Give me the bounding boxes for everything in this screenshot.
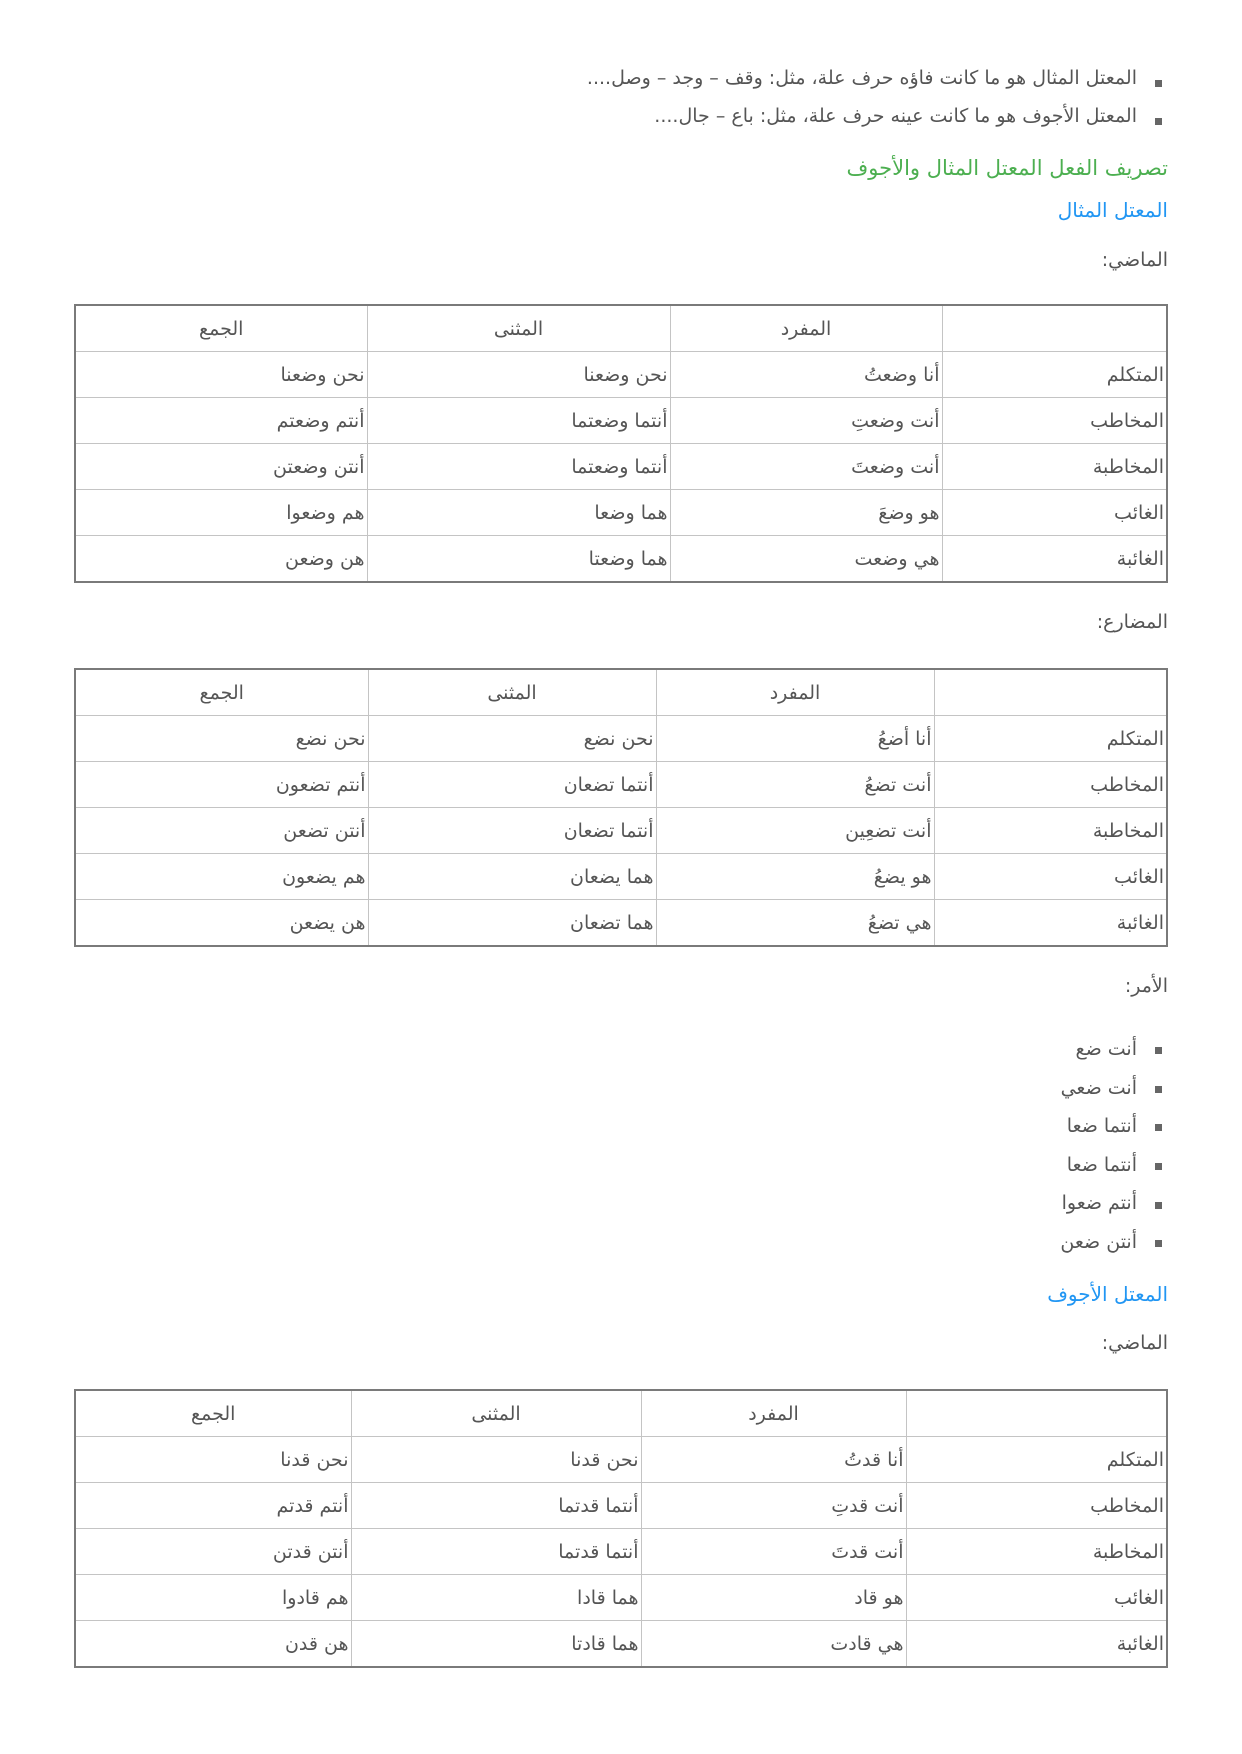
table-cell: أنتن وضعتن	[75, 444, 367, 490]
table-header-row	[75, 305, 1167, 352]
table-row	[75, 808, 1167, 854]
intro-bullet-mithal: المعتل المثال هو ما كانت فاؤه حرف علة، مثل: وقف – وجد – وصل....	[76, 63, 1168, 101]
ajwaf-past-label: الماضي:	[1101, 1332, 1168, 1354]
header-cell-plural: الجمع	[75, 1390, 351, 1437]
table-cell: أنت تضعُ	[656, 762, 934, 808]
table-cell: هي قادت	[641, 1621, 906, 1668]
table-cell: هما قادا	[351, 1575, 641, 1621]
header-cell-singular: المفرد	[656, 669, 934, 716]
row-label: المتكلم	[934, 716, 1167, 762]
table-cell: أنتم قدتم	[75, 1483, 351, 1529]
mithal-past-table-wrapper	[76, 304, 1168, 583]
header-cell-plural: الجمع	[75, 669, 368, 716]
table-row	[75, 900, 1167, 947]
table-cell: نحن وضعنا	[75, 352, 367, 398]
table-cell: أنتم وضعتم	[75, 398, 367, 444]
row-label: الغائبة	[942, 536, 1167, 583]
row-label: المخاطب	[942, 398, 1167, 444]
row-label: المتكلم	[942, 352, 1167, 398]
table-cell: هو قاد	[641, 1575, 906, 1621]
table-cell: هما يضعان	[368, 854, 656, 900]
row-label: الغائبة	[934, 900, 1167, 947]
table-cell: هي تضعُ	[656, 900, 934, 947]
header-cell-singular: المفرد	[670, 305, 942, 352]
header-cell-dual: المثنى	[368, 669, 656, 716]
table-cell: هما وضعا	[367, 490, 670, 536]
table-row	[75, 1529, 1167, 1575]
table-cell: نحن قدنا	[351, 1437, 641, 1483]
header-cell-empty	[934, 669, 1167, 716]
table-cell: هو يضعُ	[656, 854, 934, 900]
table-cell: أنت تضعِين	[656, 808, 934, 854]
table-cell: هن وضعن	[75, 536, 367, 583]
table-row	[75, 1483, 1167, 1529]
table-cell: هم يضعون	[75, 854, 368, 900]
list-item: أنتما ضعا	[76, 1107, 1168, 1146]
table-cell: أنتما وضعتما	[367, 398, 670, 444]
table-cell: أنتما تضعان	[368, 808, 656, 854]
table-cell: هما تضعان	[368, 900, 656, 947]
table-header-row	[75, 1390, 1167, 1437]
mithal-present-table-wrapper	[76, 668, 1168, 947]
table-cell: أنت وضعتِ	[670, 398, 942, 444]
table-row	[75, 444, 1167, 490]
mithal-past-table	[74, 304, 1168, 583]
table-cell: أنتما قدتما	[351, 1529, 641, 1575]
table-row	[75, 536, 1167, 583]
intro-section	[76, 63, 1168, 139]
mithal-title: المعتل المثال	[1057, 198, 1168, 222]
table-cell: هو وضعَ	[670, 490, 942, 536]
table-row	[75, 1437, 1167, 1483]
list-item: أنتم ضعوا	[76, 1184, 1168, 1223]
table-cell: أنت قدتَ	[641, 1529, 906, 1575]
header-cell-singular: المفرد	[641, 1390, 906, 1437]
ajwaf-past-table	[74, 1389, 1168, 1668]
table-row	[75, 1575, 1167, 1621]
header-cell-dual: المثنى	[367, 305, 670, 352]
table-row	[75, 490, 1167, 536]
intro-bullet-ajwaf: المعتل الأجوف هو ما كانت عينه حرف علة، مثل: باع – جال....	[76, 101, 1168, 139]
row-label: الغائب	[934, 854, 1167, 900]
header-cell-plural: الجمع	[75, 305, 367, 352]
table-cell: أنتما وضعتما	[367, 444, 670, 490]
row-label: الغائبة	[906, 1621, 1167, 1668]
table-cell: أنتن تضعن	[75, 808, 368, 854]
table-cell: نحن نضع	[75, 716, 368, 762]
table-cell: أنتن قدتن	[75, 1529, 351, 1575]
table-cell: نحن قدنا	[75, 1437, 351, 1483]
mithal-present-table	[74, 668, 1168, 947]
header-cell-dual: المثنى	[351, 1390, 641, 1437]
table-cell: أنتما قدتما	[351, 1483, 641, 1529]
mithal-past-label: الماضي:	[1101, 249, 1168, 271]
table-cell: أنتما تضعان	[368, 762, 656, 808]
table-cell: نحن وضعنا	[367, 352, 670, 398]
table-cell: أنت قدتِ	[641, 1483, 906, 1529]
imperative-section	[76, 1030, 1168, 1262]
table-row	[75, 1621, 1167, 1668]
table-cell: أنا قدتُ	[641, 1437, 906, 1483]
table-cell: هن يضعن	[75, 900, 368, 947]
mithal-present-label: المضارع:	[1096, 611, 1168, 633]
table-row	[75, 762, 1167, 808]
table-row	[75, 716, 1167, 762]
ajwaf-past-table-wrapper	[76, 1389, 1168, 1668]
table-row	[75, 352, 1167, 398]
table-cell: هي وضعت	[670, 536, 942, 583]
row-label: المخاطب	[906, 1483, 1167, 1529]
header-cell-empty	[942, 305, 1167, 352]
imperative-list	[76, 1030, 1168, 1262]
table-cell: هما وضعتا	[367, 536, 670, 583]
table-cell: هن قدن	[75, 1621, 351, 1668]
table-cell: أنتم تضعون	[75, 762, 368, 808]
table-cell: أنا وضعتُ	[670, 352, 942, 398]
table-row	[75, 854, 1167, 900]
row-label: الغائب	[942, 490, 1167, 536]
mithal-imperative-label: الأمر:	[1124, 975, 1168, 997]
list-item: أنتما ضعا	[76, 1146, 1168, 1185]
table-cell: هم وضعوا	[75, 490, 367, 536]
row-label: المخاطب	[934, 762, 1167, 808]
row-label: المتكلم	[906, 1437, 1167, 1483]
header-cell-empty	[906, 1390, 1167, 1437]
table-row	[75, 398, 1167, 444]
table-cell: نحن نضع	[368, 716, 656, 762]
row-label: المخاطبة	[934, 808, 1167, 854]
table-cell: أنت وضعتَ	[670, 444, 942, 490]
list-item: أنت ضعي	[76, 1069, 1168, 1108]
main-heading: تصريف الفعل المعتل المثال والأجوف	[846, 156, 1168, 180]
table-cell: هما قادتا	[351, 1621, 641, 1668]
table-cell: أنا أضعُ	[656, 716, 934, 762]
list-item: أنتن ضعن	[76, 1223, 1168, 1262]
table-cell: هم قادوا	[75, 1575, 351, 1621]
row-label: المخاطبة	[942, 444, 1167, 490]
ajwaf-title: المعتل الأجوف	[1047, 1282, 1168, 1306]
row-label: المخاطبة	[906, 1529, 1167, 1575]
table-header-row	[75, 669, 1167, 716]
list-item: أنت ضع	[76, 1030, 1168, 1069]
row-label: الغائب	[906, 1575, 1167, 1621]
intro-bullet-list	[76, 63, 1168, 139]
